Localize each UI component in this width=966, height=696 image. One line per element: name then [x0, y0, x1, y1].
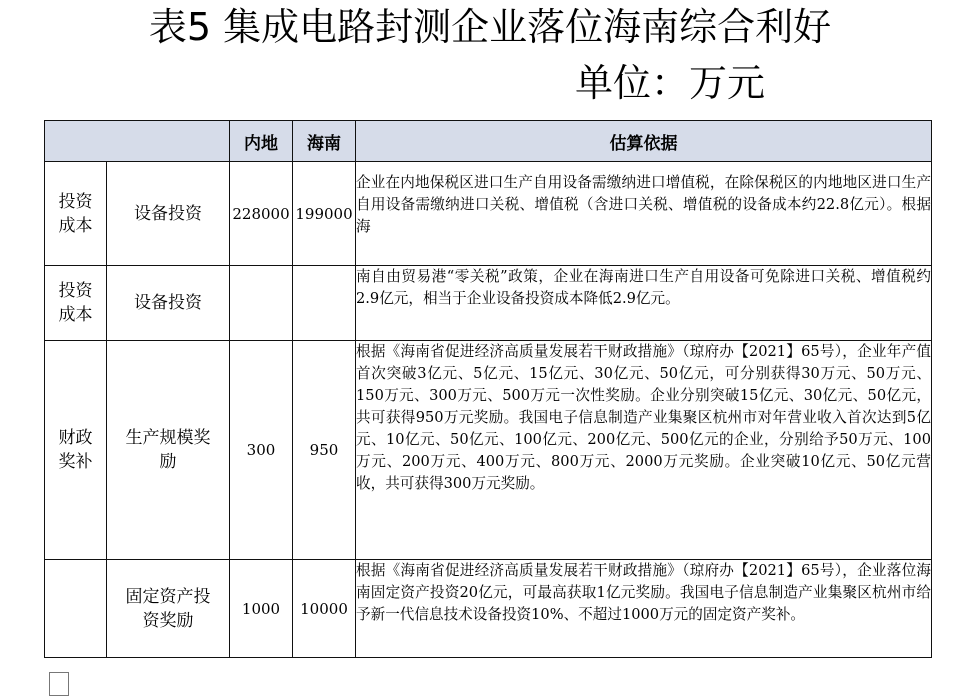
row-mainland-value: 300 — [230, 341, 293, 560]
row-basis: 南自由贸易港“零关税”政策，企业在海南进口生产自用设备可免除进口关税、增值税约2.9亿元，相当于企业设备投资成本降低2.9亿元。 — [356, 266, 932, 341]
row-mainland-value — [230, 266, 293, 341]
table-row — [45, 341, 932, 560]
header-basis: 估算依据 — [356, 121, 932, 162]
row-hainan-value: 950 — [293, 341, 356, 560]
header-hainan: 海南 — [293, 121, 356, 162]
row-item: 固定资产投资奖励 — [107, 560, 230, 658]
row-mainland-value: 1000 — [230, 560, 293, 658]
row-basis: 企业在内地保税区进口生产自用设备需缴纳进口增值税，在除保税区的内地地区进口生产自用设备需缴纳进口关税、增值税（含进口关税、增值税的设备成本约22.8亿元）。根据海 — [356, 162, 932, 266]
row-category: 财政奖补 — [45, 341, 107, 560]
row-hainan-value — [293, 266, 356, 341]
table-row — [45, 266, 932, 341]
row-item: 设备投资 — [107, 162, 230, 266]
row-category: 投资成本 — [45, 266, 107, 341]
unit-label: 单位：万元 — [575, 61, 766, 105]
header-blank — [45, 121, 230, 162]
row-item: 设备投资 — [107, 266, 230, 341]
row-basis: 根据《海南省促进经济高质量发展若干财政措施》（琼府办【2021】65号），企业年产值首次突破3亿元、5亿元、15亿元、30亿元、50亿元，可分别获得30万元、50万元、150万元、300万元、500万元一次性奖励。企业分别突破15亿元、30亿元、50亿元，共可获得950万元奖励。我国电子信息制造产业集聚区杭州市对年营业收入首次达到5亿元、10亿元、50亿元、100亿元、200亿元、500亿元的企业，分别给予50万元、100万元、200万元、400万元、800万元、2000万元奖励。企业突破10亿元、50亿元营收，共可获得300万元奖励。 — [356, 341, 932, 560]
row-hainan-value: 199000 — [293, 162, 356, 266]
row-mainland-value: 228000 — [230, 162, 293, 266]
row-category: 投资成本 — [45, 162, 107, 266]
row-hainan-value: 10000 — [293, 560, 356, 658]
row-item: 生产规模奖励 — [107, 341, 230, 560]
table-row — [45, 560, 932, 658]
text-cursor-box — [49, 672, 69, 696]
table-row — [45, 162, 932, 266]
row-basis: 根据《海南省促进经济高质量发展若干财政措施》（琼府办【2021】65号），企业落位海南固定资产投资20亿元，可最高获取1亿元奖励。我国电子信息制造产业集聚区杭州市给予新一代信息技术设备投资10%、不超过1000万元的固定资产奖补。 — [356, 560, 932, 658]
page-title: 表5 集成电路封测企业落位海南综合利好 — [148, 5, 832, 49]
row-category — [45, 560, 107, 658]
header-mainland: 内地 — [230, 121, 293, 162]
table-header-row — [45, 121, 932, 162]
benefit-table — [44, 120, 932, 658]
